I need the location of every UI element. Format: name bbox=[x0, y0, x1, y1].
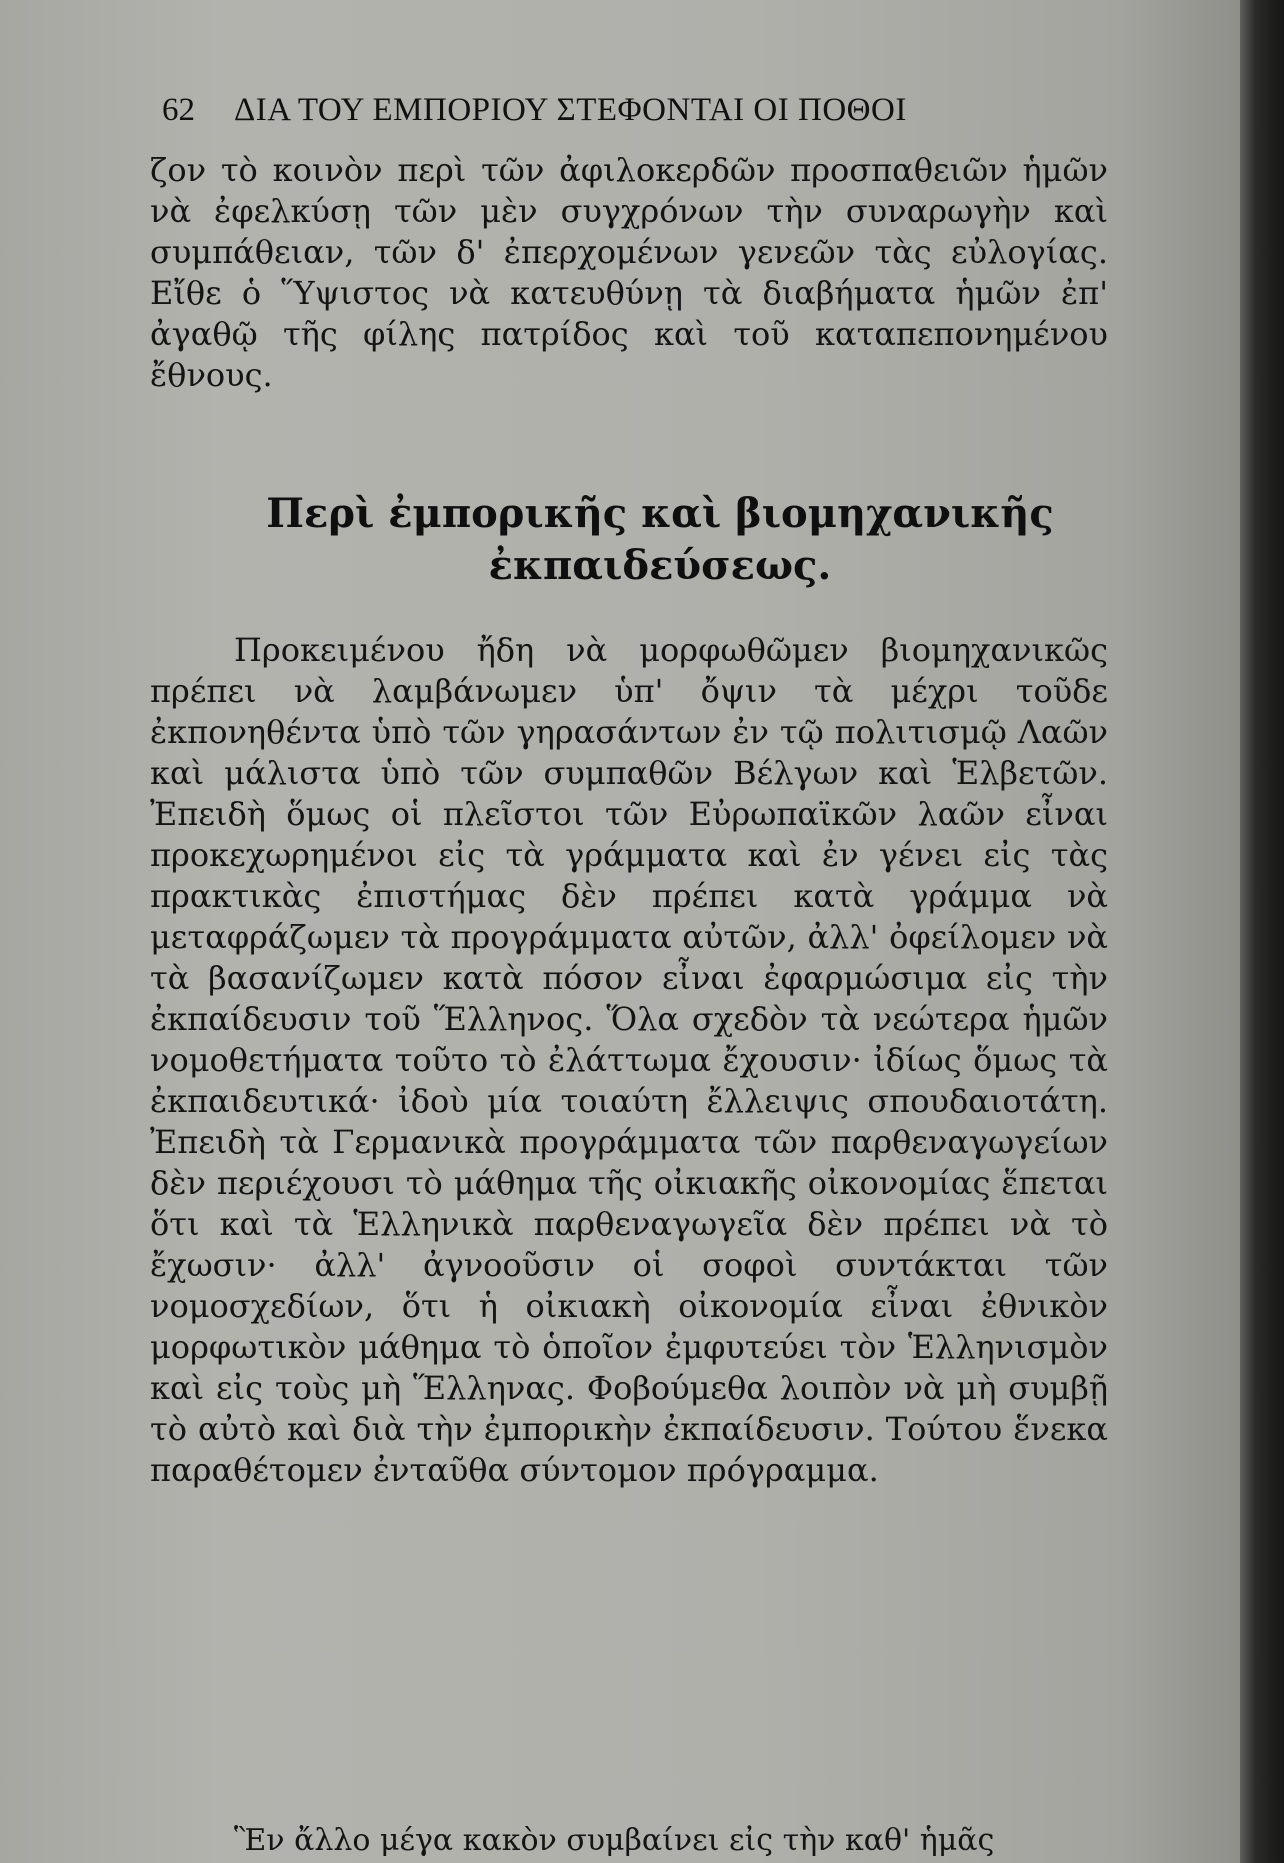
intro-paragraph: ζον τὸ κοινὸν περὶ τῶν ἀφιλοκερδῶν προσπαθειῶν ἡμῶν νὰ ἐφελκύσῃ τῶν μὲν συγχρόνων τὴν συναρωγὴν καὶ συμπάθειαν, τῶν δ' ἐπερχομένων γενεῶν τὰς εὐλογίας. Εἴθε ὁ Ὕψιστος νὰ κατευθύνῃ τὰ διαβήματα ἡμῶν ἐπ' ἀγαθῷ τῆς φίλης πατρίδος καὶ τοῦ καταπεπονημένου ἔθνους. bbox=[150, 151, 1108, 394]
last-line: Ἓν ἄλλο μέγα κακὸν συμβαίνει εἰς τὴν καθ' ἡμᾶς bbox=[234, 1823, 995, 1858]
section-title: Περὶ ἐμπορικῆς καὶ βιομηχανικῆς ἐκπαιδεύσεως. bbox=[266, 490, 1054, 589]
running-title: ΔΙΑ ΤΟΥ ΕΜΠΟΡΙΟΥ ΣΤΕΦΟΝΤΑΙ ΟΙ ΠΟΘΟΙ bbox=[234, 92, 907, 128]
page-header bbox=[162, 92, 1062, 136]
book-spine-shadow bbox=[1240, 0, 1284, 1863]
body-paragraph: Προκειμένου ἤδη νὰ μορφωθῶμεν βιομηχανικῶς πρέπει νὰ λαμβάνωμεν ὑπ' ὄψιν τὰ μέχρι τοῦδε ἐκπονηθέντα ὑπὸ τῶν γηρασάντων ἐν τῷ πολιτισμῷ Λαῶν καὶ μάλιστα ὑπὸ τῶν συμπαθῶν Βέλγων καὶ Ἑλβετῶν. Ἐπειδὴ ὅμως οἱ πλεῖστοι τῶν Εὐρωπαϊκῶν λαῶν εἶναι προκεχωρημένοι εἰς τὰ γράμματα καὶ ἐν γένει εἰς τὰς πρακτικὰς ἐπιστήμας δὲν πρέπει κατὰ γράμμα νὰ μεταφράζωμεν τὰ προγράμματα αὐτῶν, ἀλλ' ὀφείλομεν νὰ τὰ βασανίζωμεν κατὰ πόσον εἶναι ἐφαρμώσιμα εἰς τὴν ἐκπαίδευσιν τοῦ Ἕλληνος. Ὅλα σχεδὸν τὰ νεώτερα ἡμῶν νομοθετήματα τοῦτο τὸ ἐλάττωμα ἔχουσιν· ἰδίως ὅμως τὰ ἐκπαιδευτικά· ἰδοὺ μία τοιαύτη ἔλλειψις σπουδαιοτάτη. Ἐπειδὴ τὰ Γερμανικὰ προγράμματα τῶν παρθεναγωγείων δὲν περιέχουσι τὸ μάθημα τῆς οἰκιακῆς οἰκονομίας ἕπεται ὅτι καὶ τὰ Ἑλληνικὰ παρθεναγωγεῖα δὲν πρέπει νὰ τὸ ἔχωσιν· ἀλλ' ἀγνοοῦσιν οἱ σοφοὶ συντάκται τῶν νομοσχεδίων, ὅτι ἡ οἰκιακὴ οἰκονομία εἶναι ἐθνικὸν μορφωτικὸν μάθημα τὸ ὁποῖον ἐμφυτεύει τὸν Ἑλληνισμὸν καὶ εἰς τοὺς μὴ Ἕλληνας. Φοβούμεθα λοιπὸν νὰ μὴ συμβῇ τὸ αὐτὸ καὶ διὰ τὴν ἐμπορικὴν ἐκπαίδευσιν. Τούτου ἕνεκα παραθέτομεν ἐνταῦθα σύντομον πρόγραμμα. bbox=[150, 631, 1108, 1489]
page-number: 62 bbox=[162, 92, 195, 128]
